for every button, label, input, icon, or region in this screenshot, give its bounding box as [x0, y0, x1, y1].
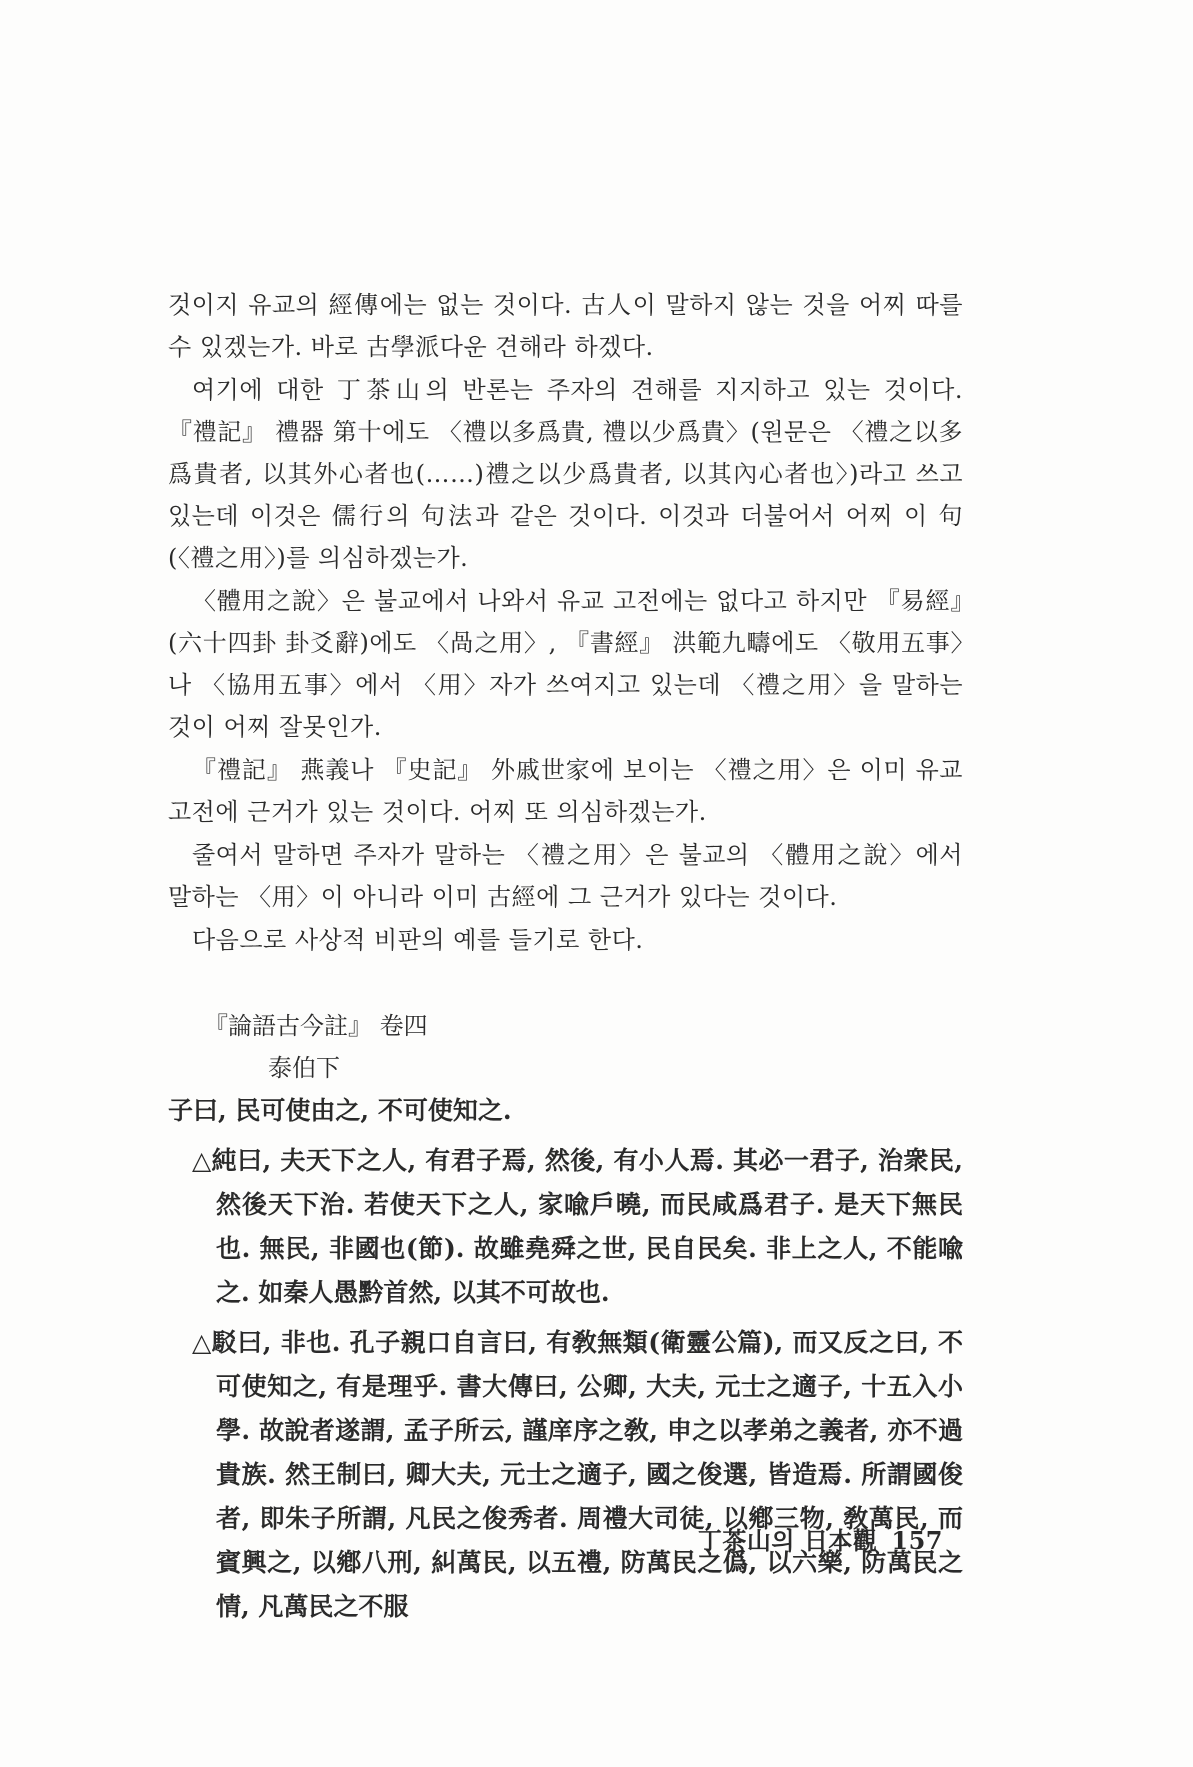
paragraph-4: 『禮記』 燕義나 『史記』 外戚世家에 보이는 〈禮之用〉은 이미 유교 고전에 근거가 있는 것이다. 어찌 또 의심하겠는가.: [168, 756, 963, 826]
paragraph-2: 여기에 대한 丁茶山의 반론는 주자의 견해를 지지하고 있는 것이다. 『禮記』 禮器 第十에도 〈禮以多爲貴, 禮以少爲貴〉(원문은 〈禮之以多爲貴者, 以其外心者也(……)禮之以少爲貴者, 以其內心者也〉)라고 쓰고 있는데 이것은 儒行의 句法과 같은 것이다. 이것과 더불어서 어찌 이 句(〈禮之用〉)를 의심하겠는가.: [168, 376, 963, 572]
quote-commentary-1: △純曰, 夫天下之人, 有君子焉, 然後, 有小人焉. 其必一君子, 治衆民, 然後天下治. 若使天下之人, 家喩戶曉, 而民咸爲君子. 是天下無民也. 無民, 非國也(節). 故雖堯舜之世, 民自民矣. 非上之人, 不能喩之. 如秦人愚黔首然, 以其不可故也.: [192, 1146, 963, 1307]
page-number: 157: [891, 1526, 943, 1555]
quote-commentary-2: △駁曰, 非也. 孔子親口自言曰, 有敎無類(衛靈公篇), 而又反之曰, 不可使知之, 有是理乎. 書大傳曰, 公卿, 大夫, 元士之適子, 十五入小學. 故說者遂謂, 孟子所云, 謹庠序之敎, 申之以孝弟之義者, 亦不過貴族. 然王制曰, 卿大夫, 元士之適子, 國之俊選, 皆造焉. 所謂國俊者, 即朱子所謂, 凡民之俊秀者. 周禮大司徒, 以鄕三物, 敎萬民, 而賓興之, 以鄕八刑, 糾萬民, 以五禮, 防萬民之僞, 以六樂, 防萬民之情, 凡萬民之不服: [192, 1328, 963, 1621]
body-text: [168, 284, 963, 1629]
quote-source-title: 『論語古今註』 卷四: [204, 1012, 428, 1040]
quote-chapter: 泰伯下: [268, 1054, 340, 1082]
paragraph-1: 것이지 유교의 經傳에는 없는 것이다. 古人이 말하지 않는 것을 어찌 따를 수 있겠는가. 바로 古學派다운 견해라 하겠다.: [168, 291, 963, 361]
quote-main-text: 子曰, 民可使由之, 不可使知之.: [168, 1096, 512, 1125]
paragraph-3: 〈體用之說〉은 불교에서 나와서 유교 고전에는 없다고 하지만 『易經』(六十四卦 卦爻辭)에도 〈咼之用〉, 『書經』 洪範九疇에도 〈敬用五事〉나 〈協用五事〉에서 〈用〉자가 쓰여지고 있는데 〈禮之用〉을 말하는 것이 어찌 잘못인가.: [168, 587, 963, 741]
page-footer: [698, 1521, 943, 1556]
running-title: 丁茶山의 日本觀: [697, 1526, 878, 1555]
paragraph-5: 줄여서 말하면 주자가 말하는 〈禮之用〉은 불교의 〈體用之說〉에서 말하는 〈用〉이 아니라 이미 古經에 그 근거가 있다는 것이다.: [168, 841, 963, 911]
paragraph-6: 다음으로 사상적 비판의 예를 들기로 한다.: [192, 926, 644, 954]
